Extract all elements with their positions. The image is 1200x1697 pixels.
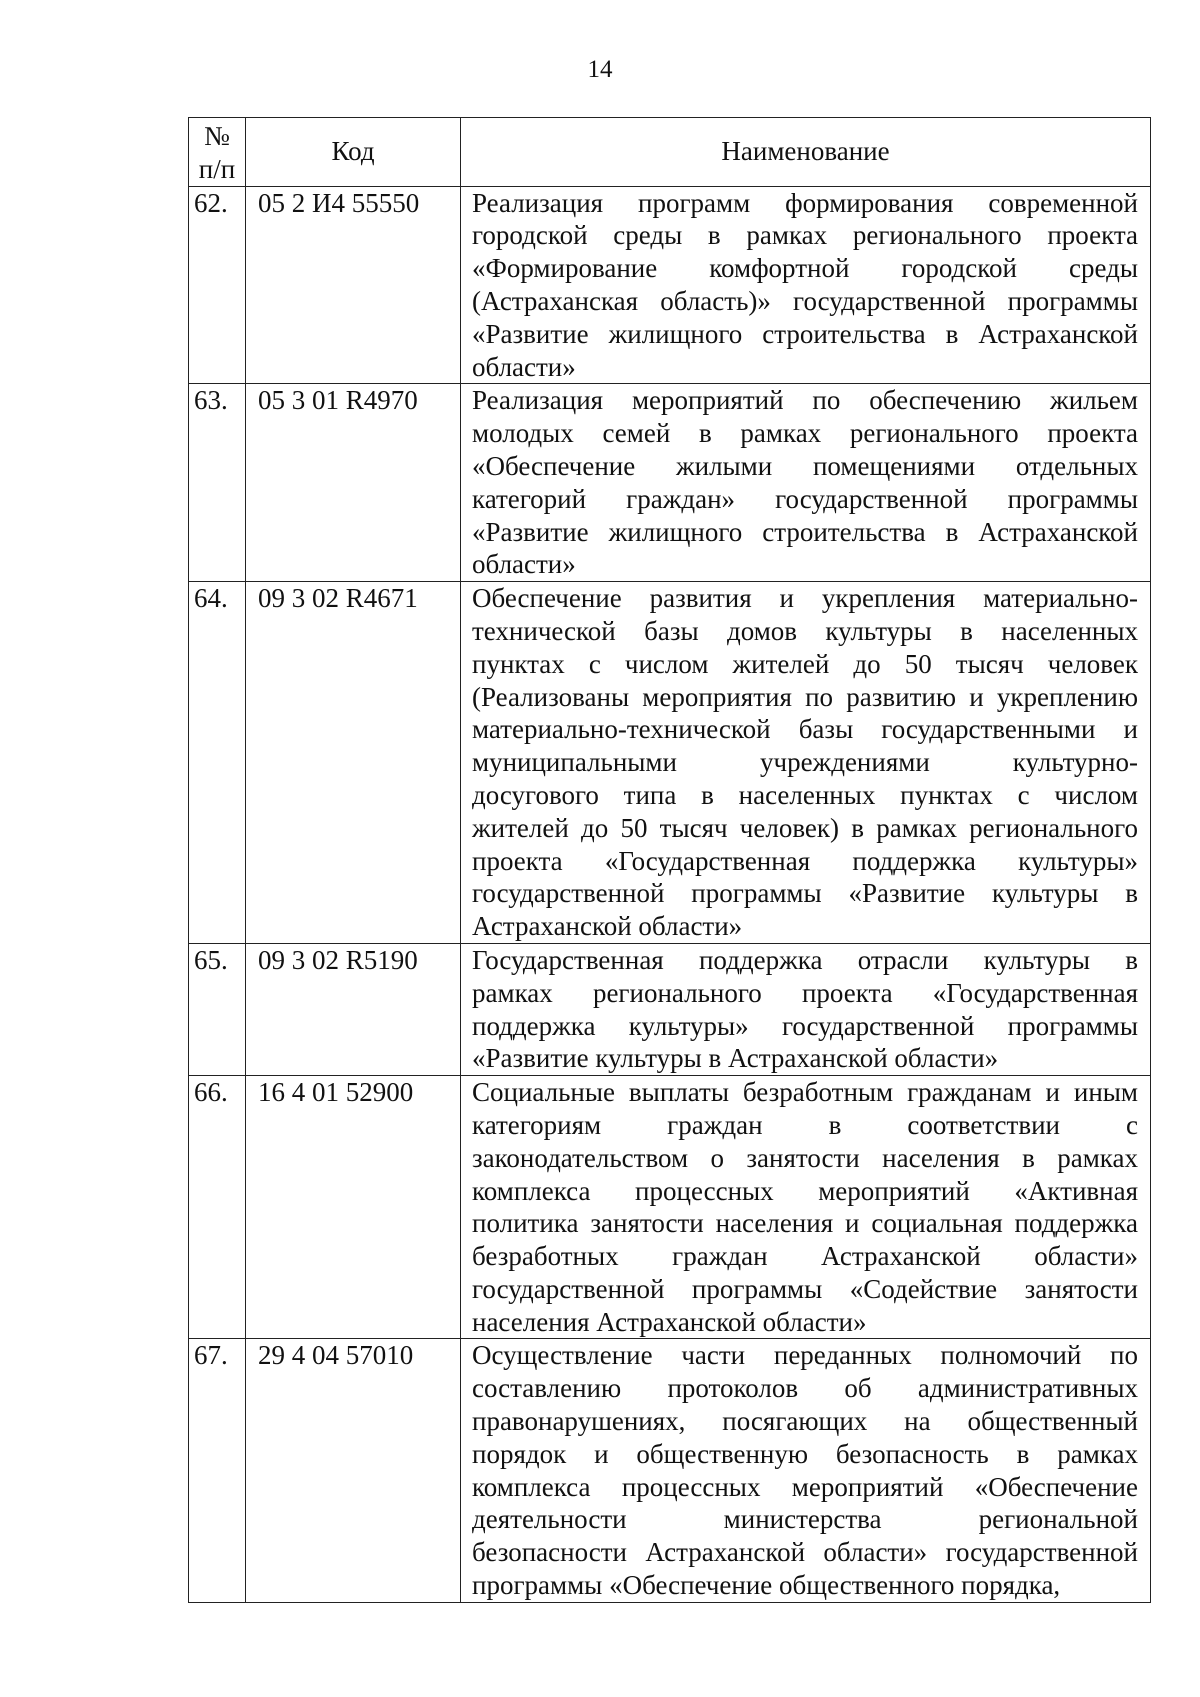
row-code: 16 4 01 52900 (246, 1076, 461, 1339)
row-name-line: Астраханской области» (472, 911, 743, 942)
row-name-line: деятельности министерства региональной (472, 1504, 1138, 1535)
row-name (461, 384, 1151, 582)
row-number: 66. (189, 1076, 246, 1339)
table-row (189, 1076, 1151, 1339)
row-name-line: пунктах с числом жителей до 50 тысяч человек (472, 648, 1138, 679)
table-row (189, 384, 1151, 582)
row-name-line: области» (472, 549, 576, 580)
header-number (189, 118, 246, 187)
row-name-line: городской среды в рамках регионального проекта (472, 220, 1138, 251)
row-name-line: досугового типа в населенных пунктах с числом (472, 779, 1138, 810)
row-name (461, 186, 1151, 384)
page-number: 14 (587, 56, 613, 83)
row-name-line: Осуществление части переданных полномочий по (472, 1340, 1138, 1371)
row-name-line: безработных граждан Астраханской области» (472, 1241, 1138, 1272)
row-name-line: комплекса процессных мероприятий «Активная (472, 1175, 1138, 1206)
row-name-line: муниципальными учреждениями культурно- (472, 747, 1138, 778)
row-name-line: политика занятости населения и социальная поддержка (472, 1208, 1138, 1239)
row-name-line: области» (472, 351, 576, 382)
row-name-line: (Реализованы мероприятия по развитию и укреплению (472, 681, 1138, 712)
row-name-line: правонарушениях, посягающих на общественный (472, 1406, 1138, 1437)
table-row (189, 582, 1151, 944)
row-name-line: жителей до 50 тысяч человек) в рамках регионального (472, 812, 1138, 843)
row-code: 05 3 01 R4970 (246, 384, 461, 582)
row-number: 67. (189, 1339, 246, 1602)
row-code: 29 4 04 57010 (246, 1339, 461, 1602)
row-number: 65. (189, 943, 246, 1075)
table-row (189, 186, 1151, 384)
row-number: 62. (189, 186, 246, 384)
row-number: 63. (189, 384, 246, 582)
table-header-row (189, 118, 1151, 187)
row-name-line: безопасности Астраханской области» государственной (472, 1537, 1138, 1568)
row-name-line: «Формирование комфортной городской среды (472, 253, 1138, 284)
row-name-line: рамках регионального проекта «Государственная (472, 977, 1138, 1008)
row-name-line: населения Астраханской области» (472, 1306, 867, 1337)
row-number: 64. (189, 582, 246, 944)
row-name-line: комплекса процессных мероприятий «Обеспечение (472, 1471, 1138, 1502)
row-name-line: поддержка культуры» государственной программы (472, 1010, 1138, 1041)
row-name-line: Социальные выплаты безработным гражданам и иным (472, 1077, 1138, 1108)
row-name-line: «Развитие жилищного строительства в Астраханской (472, 318, 1138, 349)
row-name (461, 1076, 1151, 1339)
row-name-line: материально-технической базы государственными и (472, 714, 1138, 745)
row-code: 09 3 02 R5190 (246, 943, 461, 1075)
row-name-line: составлению протоколов об административных (472, 1373, 1138, 1404)
row-name-line: Обеспечение развития и укрепления материально- (472, 583, 1138, 614)
classification-table (188, 117, 1151, 1603)
header-number-label: № п/п (198, 121, 236, 184)
row-code: 09 3 02 R4671 (246, 582, 461, 944)
row-name-line: категорий граждан» государственной программы (472, 483, 1138, 514)
header-code: Код (246, 118, 461, 187)
row-name-line: «Обеспечение жилыми помещениями отдельных (472, 450, 1138, 481)
row-name-line: технической базы домов культуры в населенных (472, 615, 1138, 646)
row-name (461, 943, 1151, 1075)
row-name (461, 582, 1151, 944)
row-name-line: (Астраханская область)» государственной программы (472, 285, 1138, 316)
row-name-line: проекта «Государственная поддержка культуры» (472, 845, 1138, 876)
row-name-line: государственной программы «Развитие культуры в (472, 878, 1138, 909)
row-name-line: молодых семей в рамках регионального проекта (472, 418, 1138, 449)
row-name-line: государственной программы «Содействие занятости (472, 1273, 1138, 1304)
row-name-line: программы «Обеспечение общественного порядка, (472, 1570, 1061, 1601)
row-name-line: законодательством о занятости населения в рамках (472, 1142, 1138, 1173)
row-name-line: категориям граждан в соответствии с (472, 1109, 1138, 1140)
row-name-line: «Развитие жилищного строительства в Астраханской (472, 516, 1138, 547)
row-name-line: Государственная поддержка отрасли культуры в (472, 944, 1138, 975)
row-name-line: Реализация мероприятий по обеспечению жильем (472, 385, 1138, 416)
row-name-line: Реализация программ формирования современной (472, 187, 1138, 218)
row-name (461, 1339, 1151, 1602)
table-row (189, 943, 1151, 1075)
table-row (189, 1339, 1151, 1602)
row-code: 05 2 И4 55550 (246, 186, 461, 384)
row-name-line: «Развитие культуры в Астраханской области» (472, 1043, 999, 1074)
row-name-line: порядок и общественную безопасность в рамках (472, 1438, 1138, 1469)
header-name: Наименование (461, 118, 1151, 187)
